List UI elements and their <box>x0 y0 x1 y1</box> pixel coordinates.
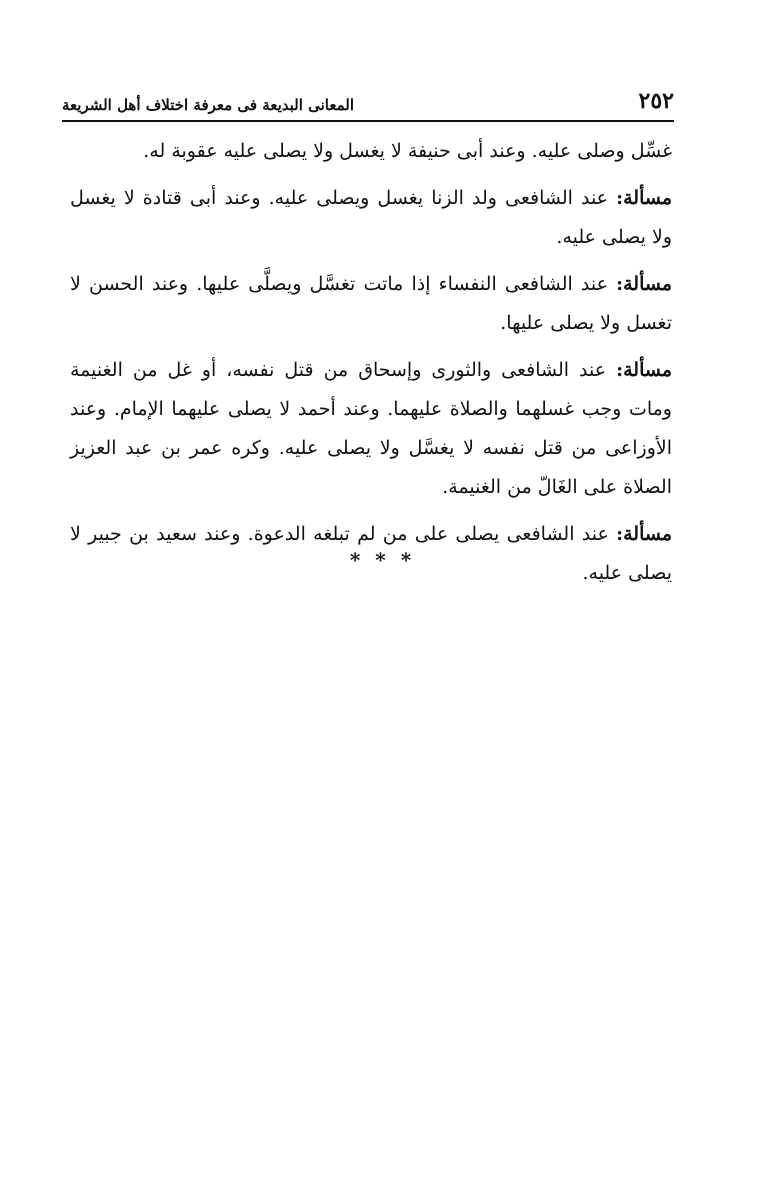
issue-label: مسألة: <box>616 359 672 381</box>
book-title: المعانى البديعة فى معرفة اختلاف أهل الشريعة <box>62 96 355 114</box>
issue-label: مسألة: <box>616 187 672 209</box>
body-text <box>70 132 672 601</box>
issue-text: عند الشافعى النفساء إذا ماتت تغسَّل ويصلَّى عليها. وعند الحسن لا تغسل ولا يصلى عليها. <box>70 273 672 334</box>
running-header <box>62 88 674 122</box>
issue-paragraph <box>70 265 672 343</box>
issue-text: عند الشافعى ولد الزنا يغسل ويصلى عليه. وعند أبى قتادة لا يغسل ولا يصلى عليه. <box>70 187 672 248</box>
issue-paragraph <box>70 179 672 257</box>
issue-text: عند الشافعى يصلى على من لم تبلغه الدعوة. وعند سعيد بن جبير لا يصلى عليه. <box>70 523 672 584</box>
issue-paragraph <box>70 351 672 507</box>
opening-paragraph: غسِّل وصلى عليه. وعند أبى حنيفة لا يغسل ولا يصلى عليه عقوبة له. <box>143 140 672 162</box>
page-number: ٢٥٢ <box>638 88 674 114</box>
issue-label: مسألة: <box>616 523 672 545</box>
section-separator: * * * <box>349 548 416 572</box>
issue-label: مسألة: <box>616 273 672 295</box>
issue-text: عند الشافعى والثورى وإسحاق من قتل نفسه، أو غل من الغنيمة ومات وجب غسلهما والصلاة عليهما. وعند أحمد لا يصلى عليهما الإمام. وعند الأوزاعى من قتل نفسه لا يغسَّل ولا يصلى عليه. وكره عمر بن عبد العزيز الصلاة على الغَالّ من الغنيمة. <box>70 359 672 498</box>
